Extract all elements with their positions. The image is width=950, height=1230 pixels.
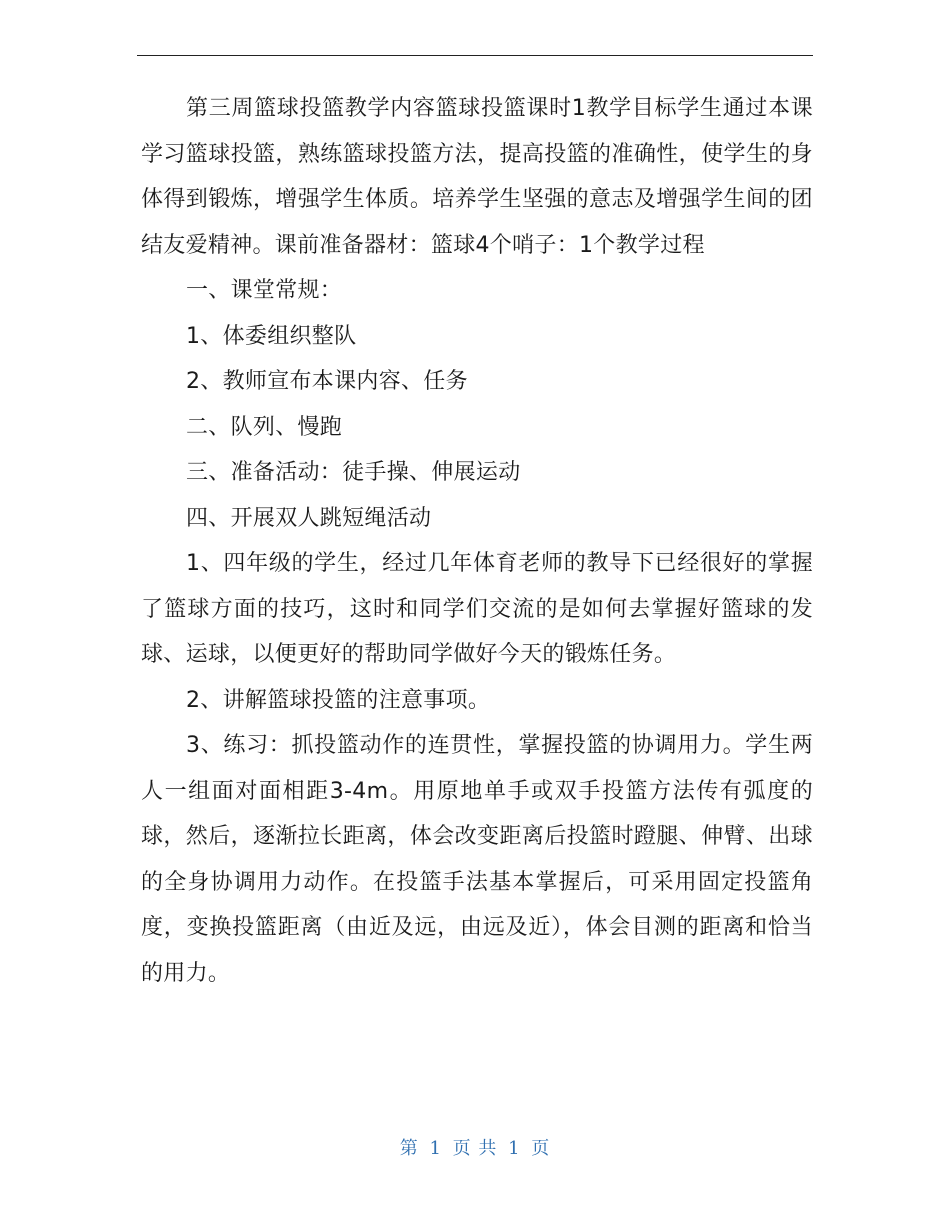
paragraph-section-3: 三、准备活动：徒手操、伸展运动 <box>186 460 521 485</box>
footer-total-pages: 1 <box>508 1138 521 1159</box>
footer-suffix: 页 <box>531 1138 551 1159</box>
paragraph-intro: 第三周篮球投篮教学内容篮球投篮课时1教学目标学生通过本课学习篮球投篮，熟练篮球投篮方法，提高投篮的准确性，使学生的身体得到锻炼，增强学生体质。培养学生坚强的意志及增强学生间的团结友爱精神。课前准备器材：篮球4个哨子：1个教学过程 <box>141 96 813 258</box>
document-body <box>141 86 813 996</box>
paragraph-item: 3、练习：抓投篮动作的连贯性，掌握投篮的协调用力。学生两人一组面对面相距3-4m。用原地单手或双手投篮方法传有弧度的球，然后，逐渐拉长距离，体会改变距离后投篮时蹬腿、伸臂、出球的全身协调用力动作。在投篮手法基本掌握后，可采用固定投篮角度，变换投篮距离（由近及远，由远及近），体会目测的距离和恰当的用力。 <box>141 733 813 986</box>
paragraph-section-4: 四、开展双人跳短绳活动 <box>186 505 432 531</box>
paragraph-item: 2、教师宣布本课内容、任务 <box>186 369 468 394</box>
footer-prefix: 第 <box>399 1138 419 1159</box>
paragraph-section-2: 二、队列、慢跑 <box>186 414 343 440</box>
paragraph-item: 1、四年级的学生，经过几年体育老师的教导下已经很好的掌握了篮球方面的技巧，这时和同学们交流的是如何去掌握好篮球的发球、运球，以便更好的帮助同学做好今天的锻炼任务。 <box>141 551 813 667</box>
paragraph-item: 1、体委组织整队 <box>186 323 357 349</box>
paragraph-section-1: 一、课堂常规： <box>186 278 343 303</box>
page-footer <box>0 1134 950 1160</box>
footer-middle: 页 共 <box>452 1138 498 1159</box>
paragraph-item: 2、讲解篮球投篮的注意事项。 <box>186 687 491 713</box>
footer-page-number: 1 <box>429 1138 442 1159</box>
header-rule <box>137 55 813 56</box>
